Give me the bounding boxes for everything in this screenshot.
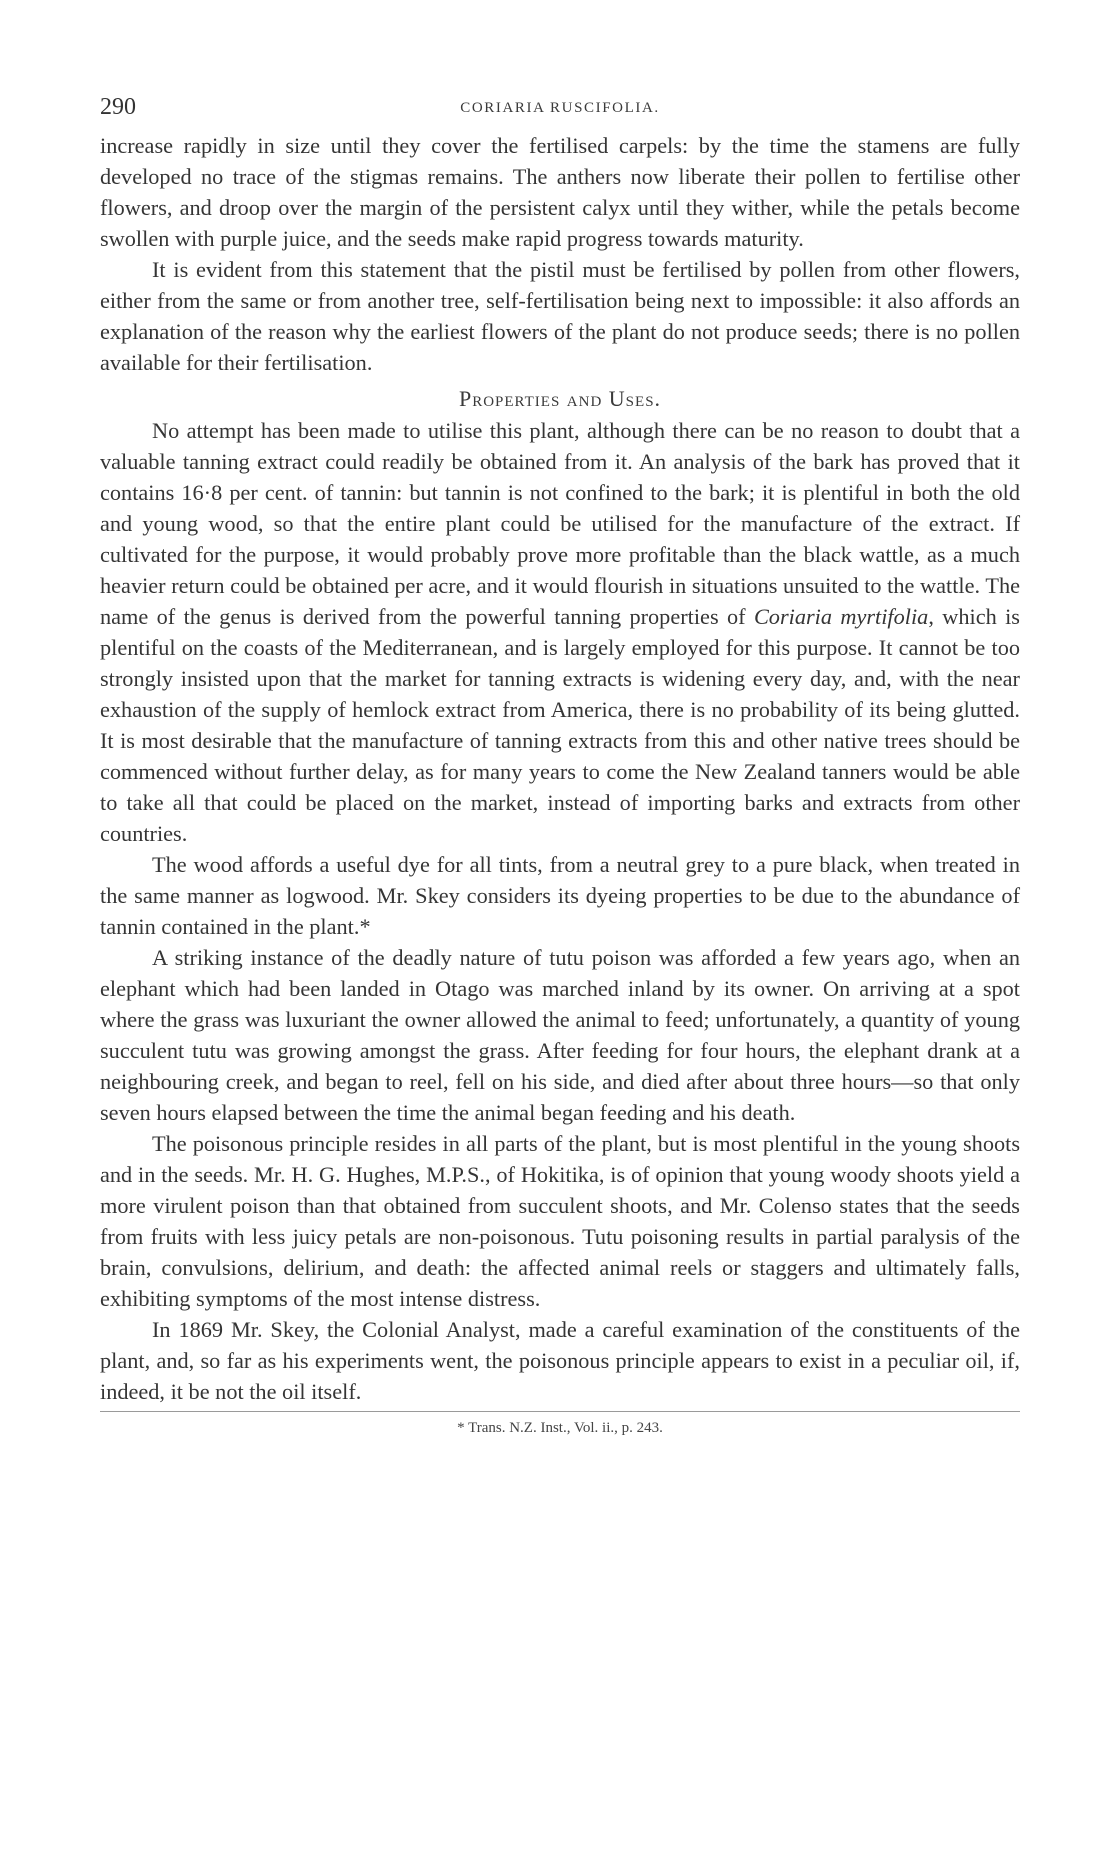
paragraph-dye: The wood affords a useful dye for all tints, from a neutral grey to a pure black, when treated in the same manner as logwood. Mr. Skey considers its dyeing properties to be due to the abundance of tannin contained in the plant.*	[100, 852, 1020, 939]
page-number: 290	[100, 94, 136, 120]
paragraph-pollination-continued: increase rapidly in size until they cover the fertilised carpels: by the time the stamens are fully developed no trace of the stigmas remains. The anthers now liberate their pollen to fertilise other flowers, and droop over the margin of the persistent calyx until they wither, while the petals become swollen with purple juice, and the seeds make rapid progress towards maturity.	[100, 133, 1020, 251]
book-page	[100, 90, 1020, 1437]
paragraph-tanning-extract	[100, 415, 1020, 849]
tanning-text-part-2: , which is plentiful on the coasts of the Mediterranean, and is largely employed for this purpose. It cannot be too strongly insisted upon that the market for tanning extracts is widening every day, and, with the near exhaustion of the supply of hemlock extract from America, there is no probability of its being glutted. It is most desirable that the manufacture of tanning extracts from this and other native trees should be commenced without further delay, as for many years to come the New Zealand tanners would be able to take all that could be placed on the market, instead of importing barks and extracts from other countries.	[100, 604, 1020, 846]
footnote: * Trans. N.Z. Inst., Vol. ii., p. 243.	[457, 1420, 663, 1436]
paragraph-skey-examination: In 1869 Mr. Skey, the Colonial Analyst, made a careful examination of the constituents of the plant, and, so far as his experiments went, the poisonous principle appears to exist in a peculiar oil, if, indeed, it be not the oil itself.	[100, 1317, 1020, 1404]
running-head	[100, 90, 1020, 124]
footnote-rule	[100, 1411, 1020, 1412]
species-name-italic: Coriaria myrtifolia	[753, 604, 929, 629]
paragraph-elephant-anecdote: A striking instance of the deadly nature of tutu poison was afforded a few years ago, when an elephant which had been landed in Otago was marched inland by its owner. On arriving at a spot where the grass was luxuriant the owner allowed the animal to feed; unfortunately, a quantity of young succulent tutu was growing amongst the grass. After feeding for four hours, the elephant drank at a neighbouring creek, and began to reel, fell on his side, and died after about three hours—so that only seven hours elapsed between the time the animal began feeding and his death.	[100, 945, 1020, 1125]
tanning-text-part-1: No attempt has been made to utilise this plant, although there can be no reason to doubt that a valuable tanning extract could readily be obtained from it. An analysis of the bark has proved that it contains 16·8 per cent. of tannin: but tannin is not confined to the bark; it is plentiful in both the old and young wood, so that the entire plant could be utilised for the manufacture of the extract. If cultivated for the purpose, it would probably prove more profitable than the black wattle, as a much heavier return could be obtained per acre, and it would flourish in situations unsuited to the wattle. The name of the genus is derived from the powerful tanning properties of	[100, 418, 1020, 629]
running-title: CORIARIA RUSCIFOLIA.	[460, 100, 660, 116]
section-heading-properties-uses: Properties and Uses.	[458, 386, 662, 411]
paragraph-fertilisation: It is evident from this statement that the pistil must be fertilised by pollen from other flowers, either from the same or from another tree, self-fertilisation being next to impossible: it also affords an explanation of the reason why the earliest flowers of the plant do not produce seeds; there is no pollen available for their fertilisation.	[100, 257, 1020, 375]
paragraph-poisonous-principle: The poisonous principle resides in all parts of the plant, but is most plentiful in the young shoots and in the seeds. Mr. H. G. Hughes, M.P.S., of Hokitika, is of opinion that young woody shoots yield a more virulent poison than that obtained from succulent shoots, and Mr. Colenso states that the seeds from fruits with less juicy petals are non-poisonous. Tutu poisoning results in partial paralysis of the brain, convulsions, delirium, and death: the affected animal reels or staggers and ultimately falls, exhibiting symptoms of the most intense distress.	[100, 1131, 1020, 1311]
body-text	[100, 130, 1020, 1407]
